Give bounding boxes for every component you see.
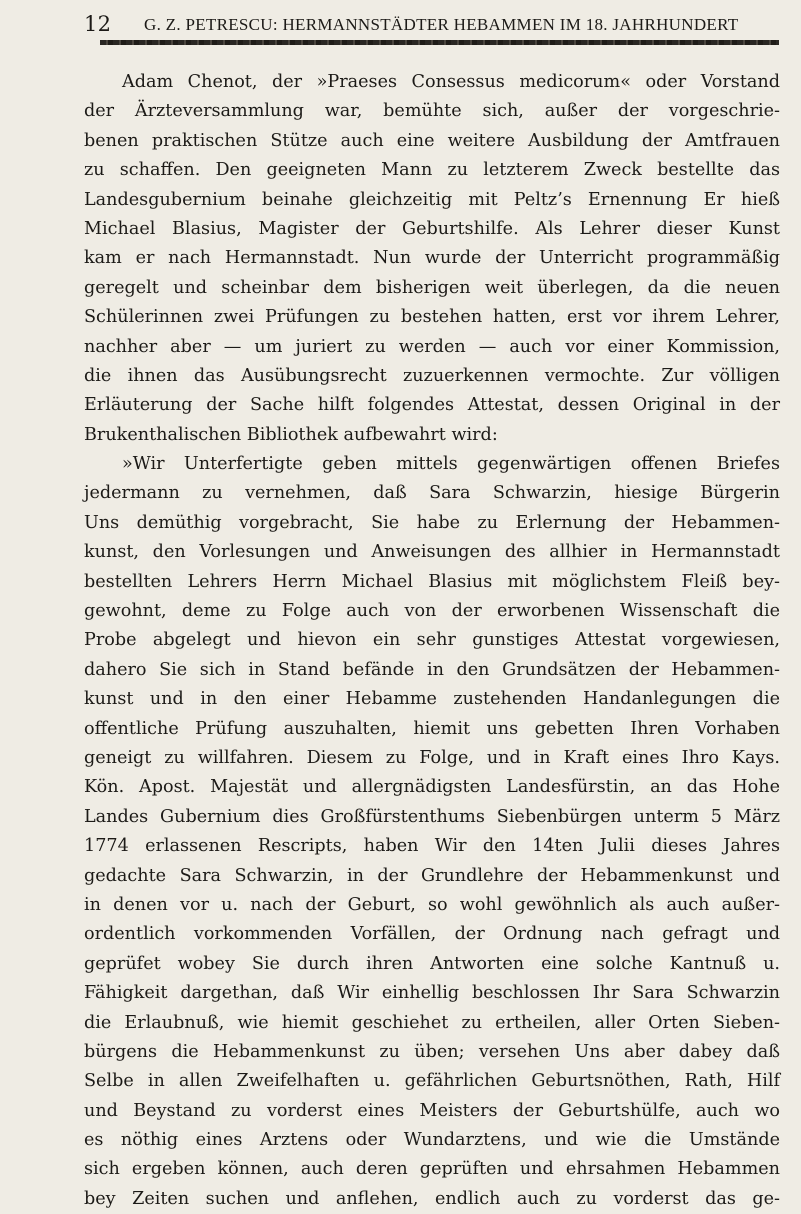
text-line: sich ergeben können, auch deren geprüften und ehrsahmen Hebammen	[84, 1159, 780, 1180]
text-line: Fähigkeit dargethan, daß Wir einhellig beschlossen Ihr Sara Schwarzin	[84, 983, 780, 1004]
text-line: Uns demüthig vorgebracht, Sie habe zu Erlernung der Hebammen-	[84, 512, 780, 533]
text-line: bey Zeiten suchen und anflehen, endlich auch zu vorderst das ge-	[84, 1188, 780, 1209]
text-line: die ihnen das Ausübungsrecht zuzuerkennen vermochte. Zur völligen	[84, 365, 780, 386]
text-line: gedachte Sara Schwarzin, in der Grundlehre der Hebammenkunst und	[84, 865, 780, 886]
text-line: offentliche Prüfung auszuhalten, hiemit uns gebetten Ihren Vorhaben	[84, 718, 780, 739]
running-title: G. Z. PETRESCU: HERMANNSTÄDTER HEBAMMEN IM 18. JAHRHUNDERT	[144, 15, 739, 34]
text-line: Erläuterung der Sache hilft folgendes Attestat, dessen Original in der	[84, 395, 780, 416]
body-text	[84, 68, 780, 1214]
text-line: dahero Sie sich in Stand befände in den Grundsätzen der Hebammen-	[84, 659, 780, 680]
text-line: »Wir Unterfertigte geben mittels gegenwärtigen offenen Briefes	[122, 454, 780, 475]
text-line: und Beystand zu vorderst eines Meisters der Geburtshülfe, auch wo	[84, 1100, 780, 1121]
text-line: bürgens die Hebammenkunst zu üben; versehen Uns aber dabey daß	[84, 1041, 780, 1062]
text-line: kunst und in den einer Hebamme zustehenden Handanlegungen die	[84, 689, 780, 710]
text-line: Adam Chenot, der »Praeses Consessus medicorum« oder Vorstand	[122, 72, 780, 92]
text-line: Schülerinnen zwei Prüfungen zu bestehen hatten, erst vor ihrem Lehrer,	[84, 307, 780, 328]
text-line: geprüfet wobey Sie durch ihren Antworten eine solche Kantnuß u.	[84, 953, 780, 974]
text-line: jedermann zu vernehmen, daß Sara Schwarzin, hiesige Bürgerin	[84, 483, 780, 504]
text-line: Selbe in allen Zweifelhaften u. gefährlichen Geburtsnöthen, Rath, Hilf	[84, 1071, 780, 1092]
text-line: Brukenthalischen Bibliothek aufbewahrt wird:	[84, 424, 498, 445]
text-line: bestellten Lehrers Herrn Michael Blasius mit möglichstem Fleiß bey-	[84, 571, 780, 592]
text-line: gewohnt, deme zu Folge auch von der erworbenen Wissenschaft die	[84, 601, 780, 622]
text-line: Probe abgelegt und hievon ein sehr gunstiges Attestat vorgewiesen,	[84, 630, 780, 651]
text-line: der Ärzteversammlung war, bemühte sich, außer der vorgeschrie-	[84, 101, 780, 122]
text-line: 1774 erlassenen Rescripts, haben Wir den 14ten Julii dieses Jahres	[84, 836, 780, 857]
text-line: kunst, den Vorlesungen und Anweisungen des allhier in Hermannstadt	[84, 542, 780, 563]
page-number: 12	[84, 12, 112, 36]
page-header	[84, 10, 780, 36]
text-line: geregelt und scheinbar dem bisherigen weit überlegen, da die neuen	[84, 277, 780, 298]
text-line: nachher aber — um juriert zu werden — auch vor einer Kommission,	[84, 336, 780, 357]
text-line: die Erlaubnuß, wie hiemit geschiehet zu ertheilen, aller Orten Sieben-	[84, 1012, 780, 1033]
text-line: ordentlich vorkommenden Vorfällen, der Ordnung nach gefragt und	[84, 924, 780, 945]
text-line: kam er nach Hermannstadt. Nun wurde der Unterricht programmäßig	[84, 248, 780, 269]
text-line: in denen vor u. nach der Geburt, so wohl gewöhnlich als auch außer-	[84, 894, 780, 915]
text-line: zu schaffen. Den geeigneten Mann zu letzterem Zweck bestellte das	[84, 160, 780, 181]
text-line: Michael Blasius, Magister der Geburtshilfe. Als Lehrer dieser Kunst	[84, 218, 780, 239]
text-line: Landes Gubernium dies Großfürstenthums Siebenbürgen unterm 5 März	[84, 806, 780, 827]
header-rule	[100, 40, 779, 45]
text-line: benen praktischen Stütze auch eine weitere Ausbildung der Amtfrauen	[84, 130, 780, 151]
text-line: geneigt zu willfahren. Diesem zu Folge, und in Kraft eines Ihro Kays.	[84, 747, 780, 768]
text-line: Landesgubernium beinahe gleichzeitig mit Peltz’s Ernennung Er hieß	[84, 189, 780, 210]
text-line: es nöthig eines Arztens oder Wundarztens, und wie die Umstände	[84, 1130, 780, 1151]
text-line: Kön. Apost. Majestät und allergnädigsten Landesfürstin, an das Hohe	[84, 777, 780, 798]
